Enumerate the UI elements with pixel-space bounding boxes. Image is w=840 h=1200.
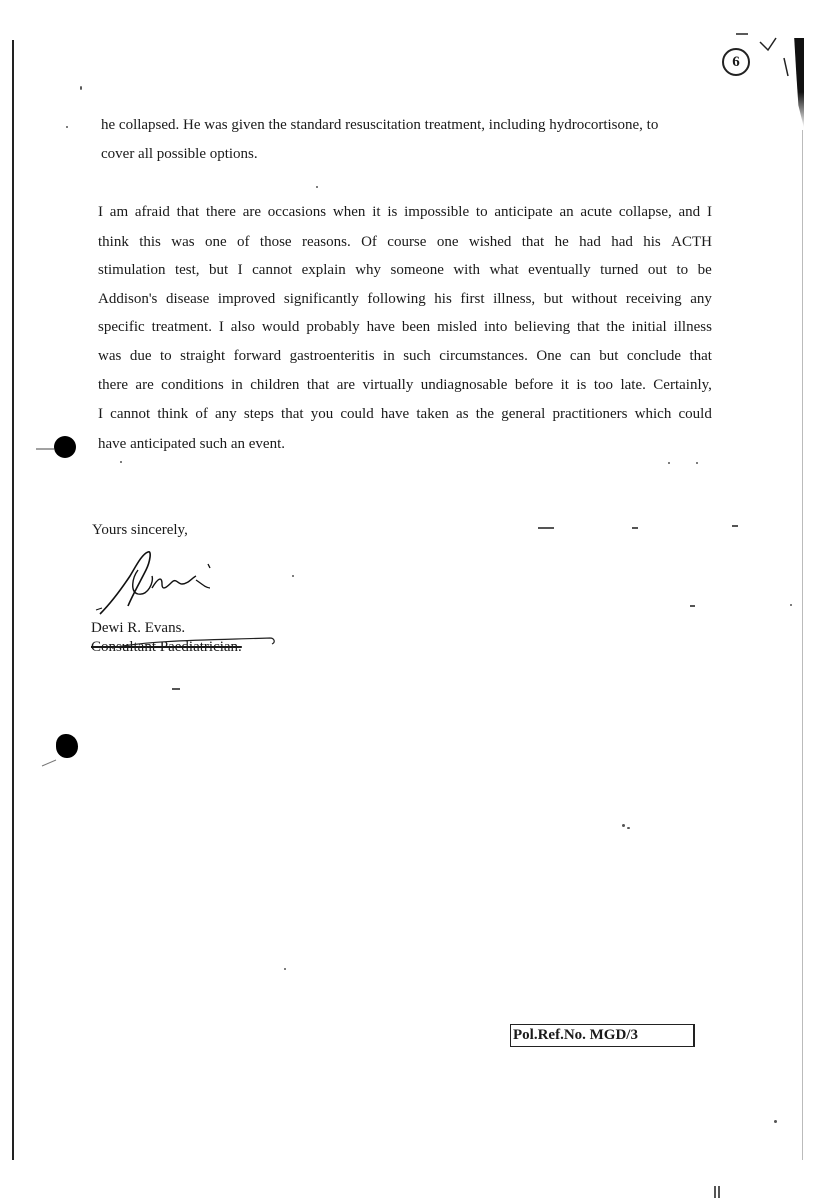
word: wished [468,234,512,250]
scan-speck [668,462,670,464]
word: is [576,377,587,393]
word: of [195,406,208,422]
signature-flourish [110,634,280,654]
word: was [171,234,195,250]
word: that [689,348,712,364]
paragraph-line: cover all possible options. [101,146,258,162]
word: circumstances. [439,348,528,364]
word: one [436,234,459,250]
paragraph-line [98,377,712,394]
word: test, [174,262,200,278]
word: anticipate [494,204,553,220]
hole-tick-mark [40,750,60,770]
word: I [98,406,103,422]
word: receiving [625,291,682,307]
word: those [259,234,292,250]
word: conditions [161,377,224,393]
word: children [250,377,300,393]
word: conclude [626,348,681,364]
word: explain [301,262,346,278]
paragraph-line [98,234,712,251]
word: to [475,204,488,220]
word: what [489,262,519,278]
paragraph-line [98,348,712,365]
signatory-name: Dewi R. Evans. [91,620,186,636]
scan-speck [120,461,122,463]
closing-salutation: Yours sincerely, [92,522,188,538]
word: when [332,204,366,220]
word: believing [514,319,571,335]
word: of [237,234,250,250]
word: due [129,348,152,364]
word: are [242,204,262,220]
word: and [678,204,701,220]
word: can [569,348,591,364]
word: have [366,319,395,335]
scan-speck [538,527,554,529]
word: One [536,348,562,364]
word: steps [243,406,274,422]
scan-speck [172,688,180,690]
word: gastroenteritis [289,348,375,364]
word: Addison's [98,291,158,307]
word: in [231,377,243,393]
word: collapse, [618,204,672,220]
word: improved [217,291,276,307]
word: could [340,406,374,422]
word: practitioners [552,406,628,422]
word: following [367,291,426,307]
word: Certainly, [653,377,712,393]
word: would [261,319,300,335]
word: that [306,377,330,393]
word: afraid [134,204,170,220]
scan-speck [632,527,638,529]
word: out [647,262,668,278]
word: disease [165,291,210,307]
word: initial [631,319,667,335]
word: an [559,204,574,220]
paragraph-line [98,204,712,221]
word: it [560,377,569,393]
word: which [634,406,672,422]
paragraph-line [98,262,712,279]
word: illness [673,319,712,335]
scan-speck [627,827,630,829]
word: that [176,204,200,220]
paragraph-line: have anticipated such an event. [98,436,286,452]
word: I [218,319,224,335]
word: too [593,377,614,393]
scan-speck [622,824,625,827]
page-number-annotation: 6 [722,48,750,76]
word: cannot [252,262,293,278]
word: treatment. [151,319,212,335]
scan-speck [790,604,792,606]
word: this [139,234,161,250]
word: to [159,348,172,364]
signatory-title-text: Consultant Paediatrician. [91,639,242,655]
word: but [543,291,563,307]
handwritten-signature [92,548,232,618]
word: illness, [493,291,536,307]
word: that [577,319,600,335]
hole-tick-mark [36,446,56,452]
scan-speck [80,86,82,90]
word: why [355,262,382,278]
word: I [98,204,103,220]
word: I [237,262,243,278]
word: the [606,319,625,335]
word: there [98,377,128,393]
word: course [387,234,427,250]
scan-speck [732,525,738,527]
word: reasons. [301,234,351,250]
scan-speck [718,1186,720,1198]
word: specific [98,319,145,335]
word: straight [180,348,226,364]
word: Of [361,234,377,250]
word: be [697,262,712,278]
word: in [383,348,395,364]
word: is [387,204,398,220]
word: taken [416,406,449,422]
left-margin-line [12,40,14,1160]
word: one [204,234,227,250]
paragraph-line: he collapsed. He was given the standard resuscitation treatment, including hydrocortisone, to [101,117,659,133]
word: eventually [528,262,591,278]
word: stimulation [98,262,166,278]
word: to [676,262,689,278]
word: any [215,406,237,422]
word: ACTH [671,234,712,250]
scan-speck [66,126,68,128]
word: you [310,406,334,422]
word: also [230,319,255,335]
word: was [98,348,122,364]
word: without [571,291,618,307]
word: have [380,406,410,422]
word: as [456,406,469,422]
word: virtually [362,377,414,393]
scan-speck [284,968,286,970]
punch-hole-top [54,436,76,458]
word: occasions [267,204,327,220]
word: could [678,406,712,422]
word: someone [390,262,444,278]
right-edge-line [802,130,803,1160]
word: are [135,377,154,393]
word: late. [620,377,646,393]
scan-speck [690,605,695,607]
scan-speck [316,186,318,188]
word: he [554,234,569,250]
word: into [483,319,508,335]
reference-box: Pol.Ref.No. MGD/3 [510,1024,695,1047]
word: had [611,234,633,250]
word: acute [580,204,613,220]
word: misled [437,319,478,335]
scan-speck [714,1186,716,1198]
word: think [98,234,129,250]
word: that [281,406,304,422]
word: there [205,204,236,220]
word: his [643,234,661,250]
word: am [109,204,129,220]
word: first [460,291,485,307]
word: had [579,234,601,250]
word: before [514,377,554,393]
word: but [599,348,619,364]
right-edge-scan-mark [790,38,804,128]
word: undiagnosable [420,377,508,393]
word: cannot [110,406,151,422]
word: his [434,291,452,307]
paragraph-line [98,291,712,308]
word: been [401,319,431,335]
word: turned [600,262,639,278]
scan-speck [774,1120,777,1123]
word: general [501,406,546,422]
word: that [521,234,545,250]
word: it [372,204,381,220]
word: think [157,406,189,422]
word: probably [306,319,360,335]
word: forward [233,348,282,364]
word: impossible [404,204,470,220]
word: such [403,348,431,364]
word: are [336,377,356,393]
word: significantly [283,291,359,307]
word: with [453,262,480,278]
scan-speck [696,462,698,464]
scan-speck [292,575,294,577]
word: any [690,291,712,307]
word: the [475,406,495,422]
word: but [209,262,229,278]
paragraph-line [98,406,712,423]
paragraph-line [98,319,712,336]
word: I [706,204,712,220]
